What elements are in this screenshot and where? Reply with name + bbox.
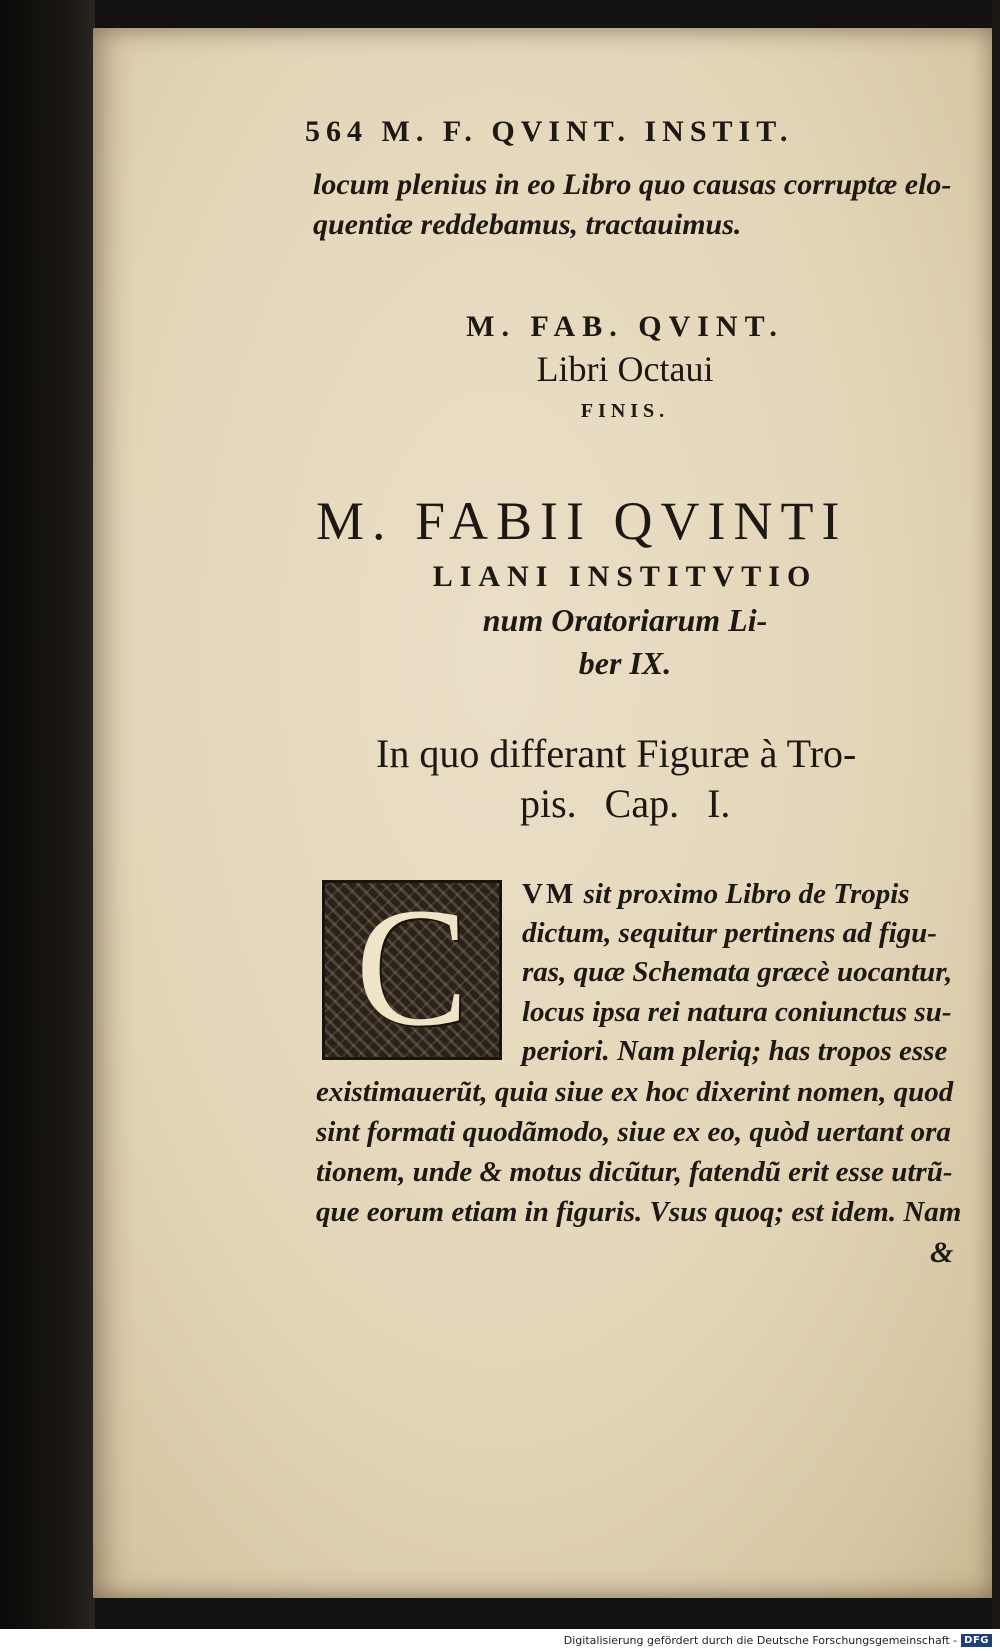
intro-text-line: quentiæ reddebamus, tractauimus.	[313, 208, 742, 241]
initial-letter: C	[355, 873, 469, 1061]
body-text-line	[522, 878, 910, 911]
body-text-line: sint formati quodãmodo, siue ex eo, quòd uertant ora	[316, 1116, 951, 1148]
scan-background-left	[0, 0, 95, 1651]
body-text-line: dictum, sequitur pertinens ad figu-	[522, 917, 937, 949]
body-text-line: periori. Nam pleriq; has tropos esse	[522, 1035, 948, 1067]
digitization-credit: Digitalisierung gefördert durch die Deutsche Forschungsgemeinschaft -	[563, 1633, 958, 1647]
body-text-line: ras, quæ Schemata græcè uocantur,	[522, 956, 953, 988]
book-title-line: LIANI INSTITVTIO	[432, 560, 818, 593]
book-title-line: num Oratoriarum Li-	[482, 602, 768, 638]
book-end-title: Libri Octaui	[536, 349, 714, 389]
body-text-fragment: sit proximo Libro de Tropis	[576, 878, 910, 910]
book-title-line: M. FABII QVINTI	[316, 491, 848, 551]
book-end-author: M. FAB. QVINT.	[466, 310, 784, 343]
initial-continuation: VM	[522, 878, 577, 910]
intro-text-line: locum plenius in eo Libro quo causas corruptæ elo-	[313, 168, 952, 201]
book-end-finis: FINIS.	[580, 400, 670, 422]
digitization-credit-bar	[0, 1629, 1000, 1651]
dfg-logo: DFG	[961, 1634, 992, 1647]
chapter-heading: In quo differant Figuræ à Tro-	[376, 731, 857, 776]
body-text-line: existimauerũt, quia siue ex hoc dixerint nomen, quod	[316, 1076, 954, 1108]
decorated-initial	[322, 873, 502, 1061]
running-head: 564 M. F. QVINT. INSTIT.	[305, 115, 794, 148]
body-text-line: locus ipsa rei natura coniunctus su-	[522, 996, 952, 1028]
chapter-heading: pis. Cap. I.	[520, 781, 731, 826]
body-text-line: tionem, unde & motus dicũtur, fatendũ erit esse utrũ-	[316, 1156, 953, 1188]
scan-background-right	[992, 0, 1000, 1651]
catchword: &	[930, 1236, 954, 1269]
book-title-line: ber IX.	[578, 645, 672, 681]
body-text-line: que eorum etiam in figuris. Vsus quoq; est idem. Nam	[316, 1196, 962, 1228]
